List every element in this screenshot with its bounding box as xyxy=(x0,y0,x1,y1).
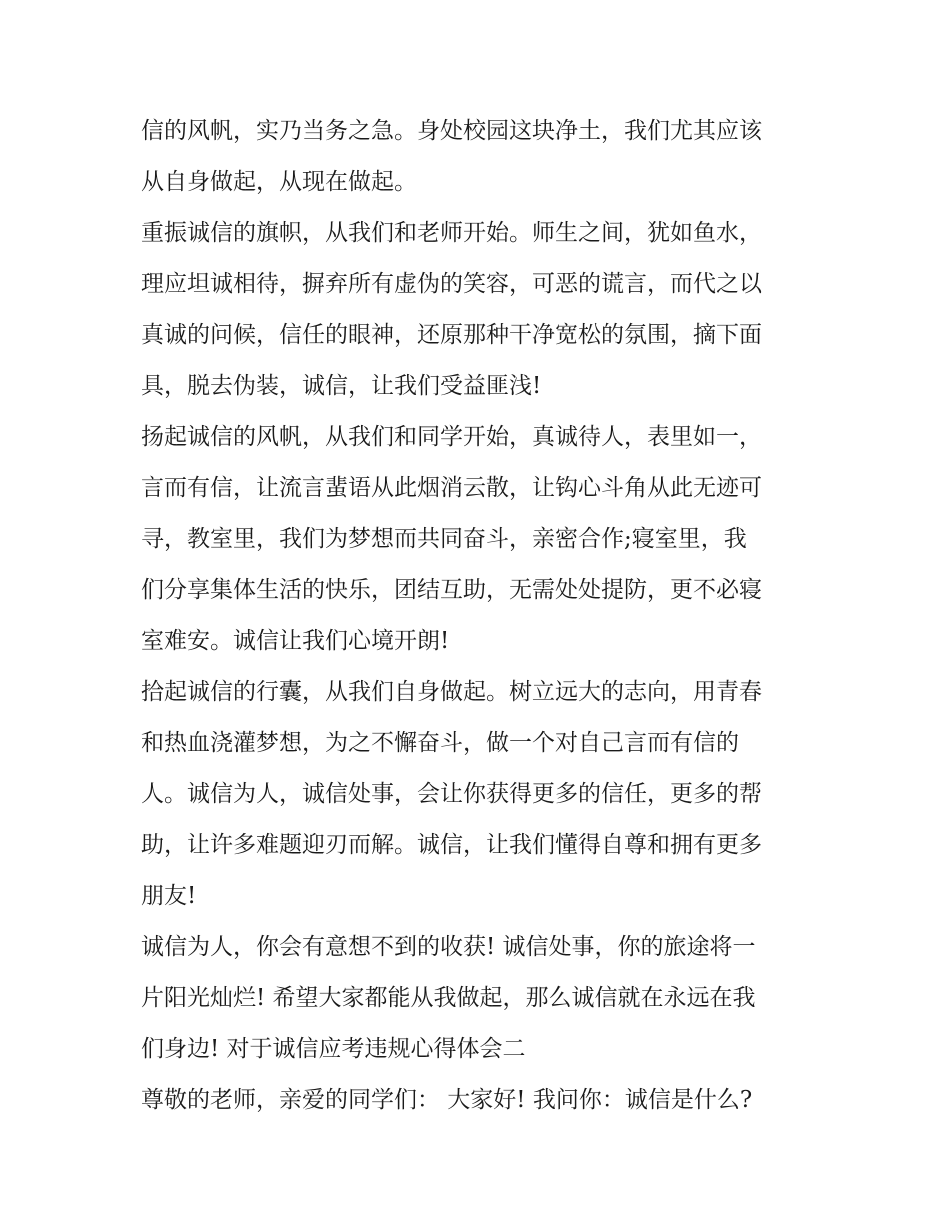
text-line: 尊敬的老师，亲爱的同学们： 大家好! 我问你：诚信是什么? xyxy=(141,1087,753,1113)
text-line: 扬起诚信的风帆，从我们和同学开始，真诚待人，表里如一， xyxy=(141,424,762,450)
text-line: 言而有信，让流言蜚语从此烟消云散，让钩心斗角从此无迹可 xyxy=(141,475,762,501)
text-line: 从自身做起，从现在做起。 xyxy=(141,169,417,195)
text-line: 信的风帆，实乃当务之急。身处校园这块净土，我们尤其应该 xyxy=(141,118,762,144)
text-line: 朋友! xyxy=(141,883,197,909)
text-line: 片阳光灿烂! 希望大家都能从我做起，那么诚信就在永远在我 xyxy=(141,985,756,1011)
text-line: 们分享集体生活的快乐，团结互助，无需处处提防，更不必寝 xyxy=(141,577,762,603)
body-text xyxy=(141,106,831,1126)
text-line: 们身边! 对于诚信应考违规心得体会二 xyxy=(141,1036,526,1062)
text-line: 诚信为人，你会有意想不到的收获! 诚信处事，你的旅途将一 xyxy=(141,934,756,960)
text-line: 理应坦诚相待，摒弃所有虚伪的笑容，可恶的谎言，而代之以 xyxy=(141,271,762,297)
text-line: 和热血浇灌梦想，为之不懈奋斗，做一个对自己言而有信的 xyxy=(141,730,739,756)
text-line: 人。诚信为人，诚信处事，会让你获得更多的信任，更多的帮 xyxy=(141,781,762,807)
text-line: 重振诚信的旗帜，从我们和老师开始。师生之间，犹如鱼水， xyxy=(141,220,762,246)
text-line: 室难安。诚信让我们心境开朗! xyxy=(141,628,450,654)
text-line: 真诚的问候，信任的眼神，还原那种干净宽松的氛围，摘下面 xyxy=(141,322,762,348)
text-line: 助，让许多难题迎刃而解。诚信，让我们懂得自尊和拥有更多 xyxy=(141,832,762,858)
text-line: 具，脱去伪装，诚信，让我们受益匪浅! xyxy=(141,373,542,399)
text-line: 拾起诚信的行囊，从我们自身做起。树立远大的志向，用青春 xyxy=(141,679,762,705)
text-line: 寻，教室里，我们为梦想而共同奋斗，亲密合作;寝室里，我 xyxy=(141,526,747,552)
